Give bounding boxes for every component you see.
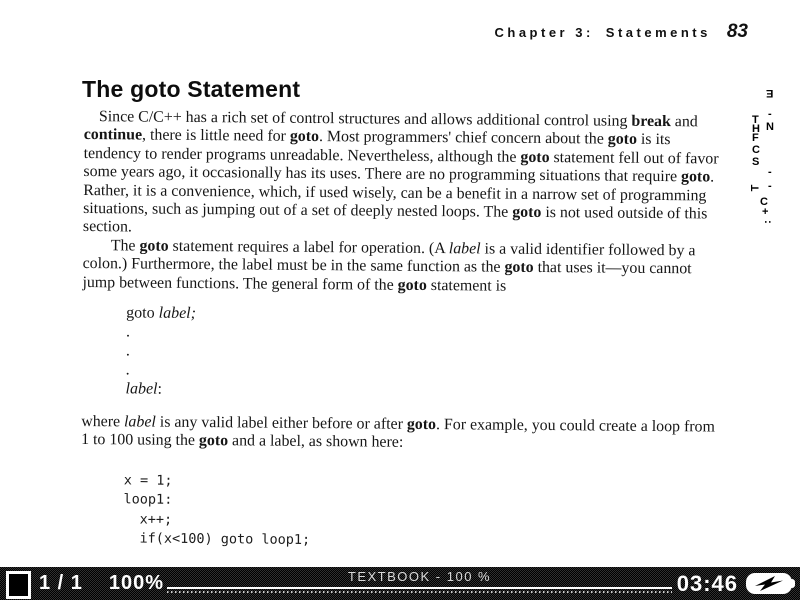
text-segment: label <box>123 413 156 431</box>
margin-tab <box>746 84 800 244</box>
text-segment: break <box>631 112 671 131</box>
code-general-form <box>125 303 724 403</box>
page-number: 83 <box>726 21 748 42</box>
text-segment: goto <box>512 203 542 222</box>
battery-charging-icon <box>746 573 792 594</box>
code-line: if(x<100) goto loop1; <box>123 530 311 549</box>
text-segment: and a label, as shown here: <box>228 432 404 452</box>
margin-glyph: - <box>768 166 772 178</box>
text-segment: The <box>110 237 140 255</box>
text-segment: goto <box>681 168 711 186</box>
text-segment: statement fell out of favor some years ago, it occasionally has its uses. There are no programming situations that require <box>83 148 719 186</box>
margin-glyph: F <box>752 132 759 144</box>
text-segment: . <box>125 361 130 379</box>
text-segment: goto <box>397 276 427 294</box>
paragraph-label-rules <box>82 237 724 298</box>
text-segment: statement requires a label for operation. (A <box>168 237 449 258</box>
text-segment: goto <box>520 148 550 166</box>
margin-glyph: T <box>752 114 759 126</box>
margin-glyph: C <box>752 144 760 156</box>
text-segment: . <box>125 342 130 360</box>
clock: 03:46 <box>676 570 738 596</box>
page-header <box>494 21 748 43</box>
page-indicator: 1 / 1 <box>39 572 83 594</box>
paragraph-intro <box>83 108 726 242</box>
text-segment: where <box>81 413 125 431</box>
document-label: TEXTBOOK - 100 % <box>347 569 492 584</box>
text-segment: goto <box>289 128 320 146</box>
text-segment: is its tendency to render programs unreadable. Nevertheless, although the <box>83 131 671 166</box>
text-segment: that uses it—you cannot jump between functions. The general form of the <box>82 259 692 294</box>
margin-glyph: + <box>762 206 769 218</box>
page-body <box>80 108 726 554</box>
margin-glyph: T <box>749 184 762 192</box>
margin-glyph: N <box>766 121 774 133</box>
text-segment: is a valid identifier followed by a colon.) Furthermore, the label must be in the same function as the <box>82 240 696 276</box>
text-segment: and <box>670 113 698 131</box>
margin-glyph: S <box>752 156 760 168</box>
margin-glyph: - <box>768 108 772 120</box>
text-segment: . Most programmers' chief concern about the <box>318 128 608 148</box>
paragraph-example-intro <box>81 413 723 455</box>
text-segment: goto <box>406 415 437 434</box>
text-segment: goto <box>504 258 534 277</box>
code-example <box>123 471 723 554</box>
code-line <box>125 379 723 403</box>
zoom-level: 100% <box>108 572 165 594</box>
text-segment: goto <box>198 432 229 450</box>
text-segment: label; <box>158 304 197 323</box>
text-segment: goto <box>126 304 159 322</box>
margin-glyph: E <box>766 87 774 99</box>
text-segment: : <box>157 380 163 398</box>
code-line: loop1: <box>123 491 173 509</box>
text-segment: label <box>448 240 481 258</box>
status-bar <box>0 567 800 600</box>
margin-glyph: : <box>761 220 774 224</box>
progress-ticks <box>167 591 672 593</box>
progress-line <box>167 587 672 589</box>
progress-track[interactable] <box>167 569 672 599</box>
text-segment: goto <box>139 237 169 255</box>
text-segment: statement is <box>426 276 507 295</box>
code-line: x = 1; <box>123 472 173 489</box>
code-line: x++; <box>123 511 173 528</box>
text-segment: continue <box>83 126 143 144</box>
section-label: Statements <box>605 25 711 40</box>
text-segment: is any valid label either before or after <box>155 413 407 433</box>
text-segment: goto <box>607 130 638 149</box>
chapter-label: Chapter 3: <box>494 25 594 40</box>
margin-glyph: - <box>768 180 772 192</box>
text-segment: label <box>125 380 158 398</box>
text-segment: . <box>125 323 131 341</box>
text-segment: . Rather, it is a convenience, which, if used wisely, can be a benefit in a narrow set of programming situations, such as jumping out of a set of deeply nested loops. The <box>83 168 715 221</box>
text-segment: Since C/C++ has a rich set of control structures and allows additional control using <box>98 108 632 130</box>
text-segment: . For example, you could create a loop from 1 to 100 using the <box>81 416 715 450</box>
section-title: The goto Statement <box>82 76 301 102</box>
page-icon[interactable] <box>6 571 31 599</box>
margin-glyph: C <box>760 196 768 208</box>
margin-glyph: H <box>752 123 760 135</box>
text-segment: is not used outside of this section. <box>82 204 708 236</box>
text-segment: , there is little need for <box>141 126 290 146</box>
